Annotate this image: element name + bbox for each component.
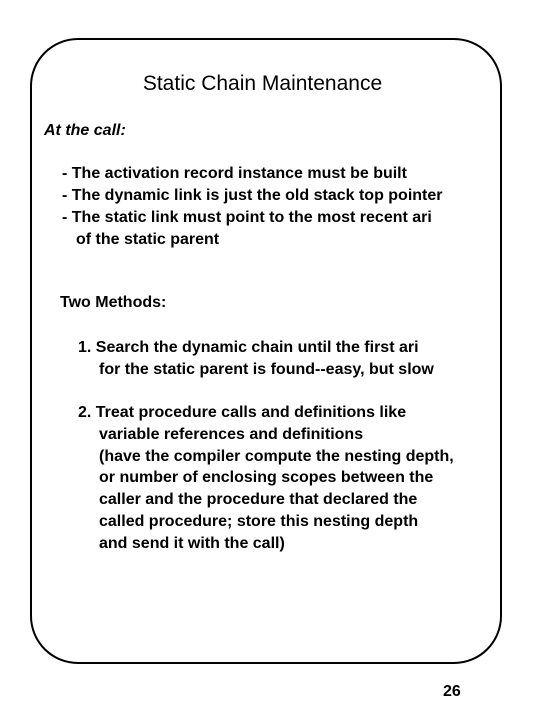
page-number: 26 [443,683,461,700]
method-2-line-5: caller and the procedure that declared the [99,491,418,508]
method-2-line-4: or number of enclosing scopes between the [99,469,434,486]
bullet-activation-record: - The activation record instance must be built [62,165,407,182]
bullet-dynamic-link: - The dynamic link is just the old stack top pointer [62,187,443,204]
method-1-line-2: for the static parent is found--easy, but slow [99,361,434,378]
method-1-line-1: 1. Search the dynamic chain until the first ari [78,339,419,356]
method-2-line-3: (have the compiler compute the nesting depth, [99,448,454,465]
slide-title: Static Chain Maintenance [142,72,383,95]
method-2-line-7: and send it with the call) [99,535,285,552]
method-2-line-1: 2. Treat procedure calls and definitions like [78,404,407,421]
method-2-line-6: called procedure; store this nesting depth [99,513,419,530]
method-2-line-2: variable references and definitions [99,426,364,443]
bullet-static-link-continued: of the static parent [76,231,220,248]
two-methods-heading: Two Methods: [60,294,167,311]
bullet-static-link: - The static link must point to the most recent ari [62,209,432,226]
at-the-call-heading: At the call: [44,122,126,139]
